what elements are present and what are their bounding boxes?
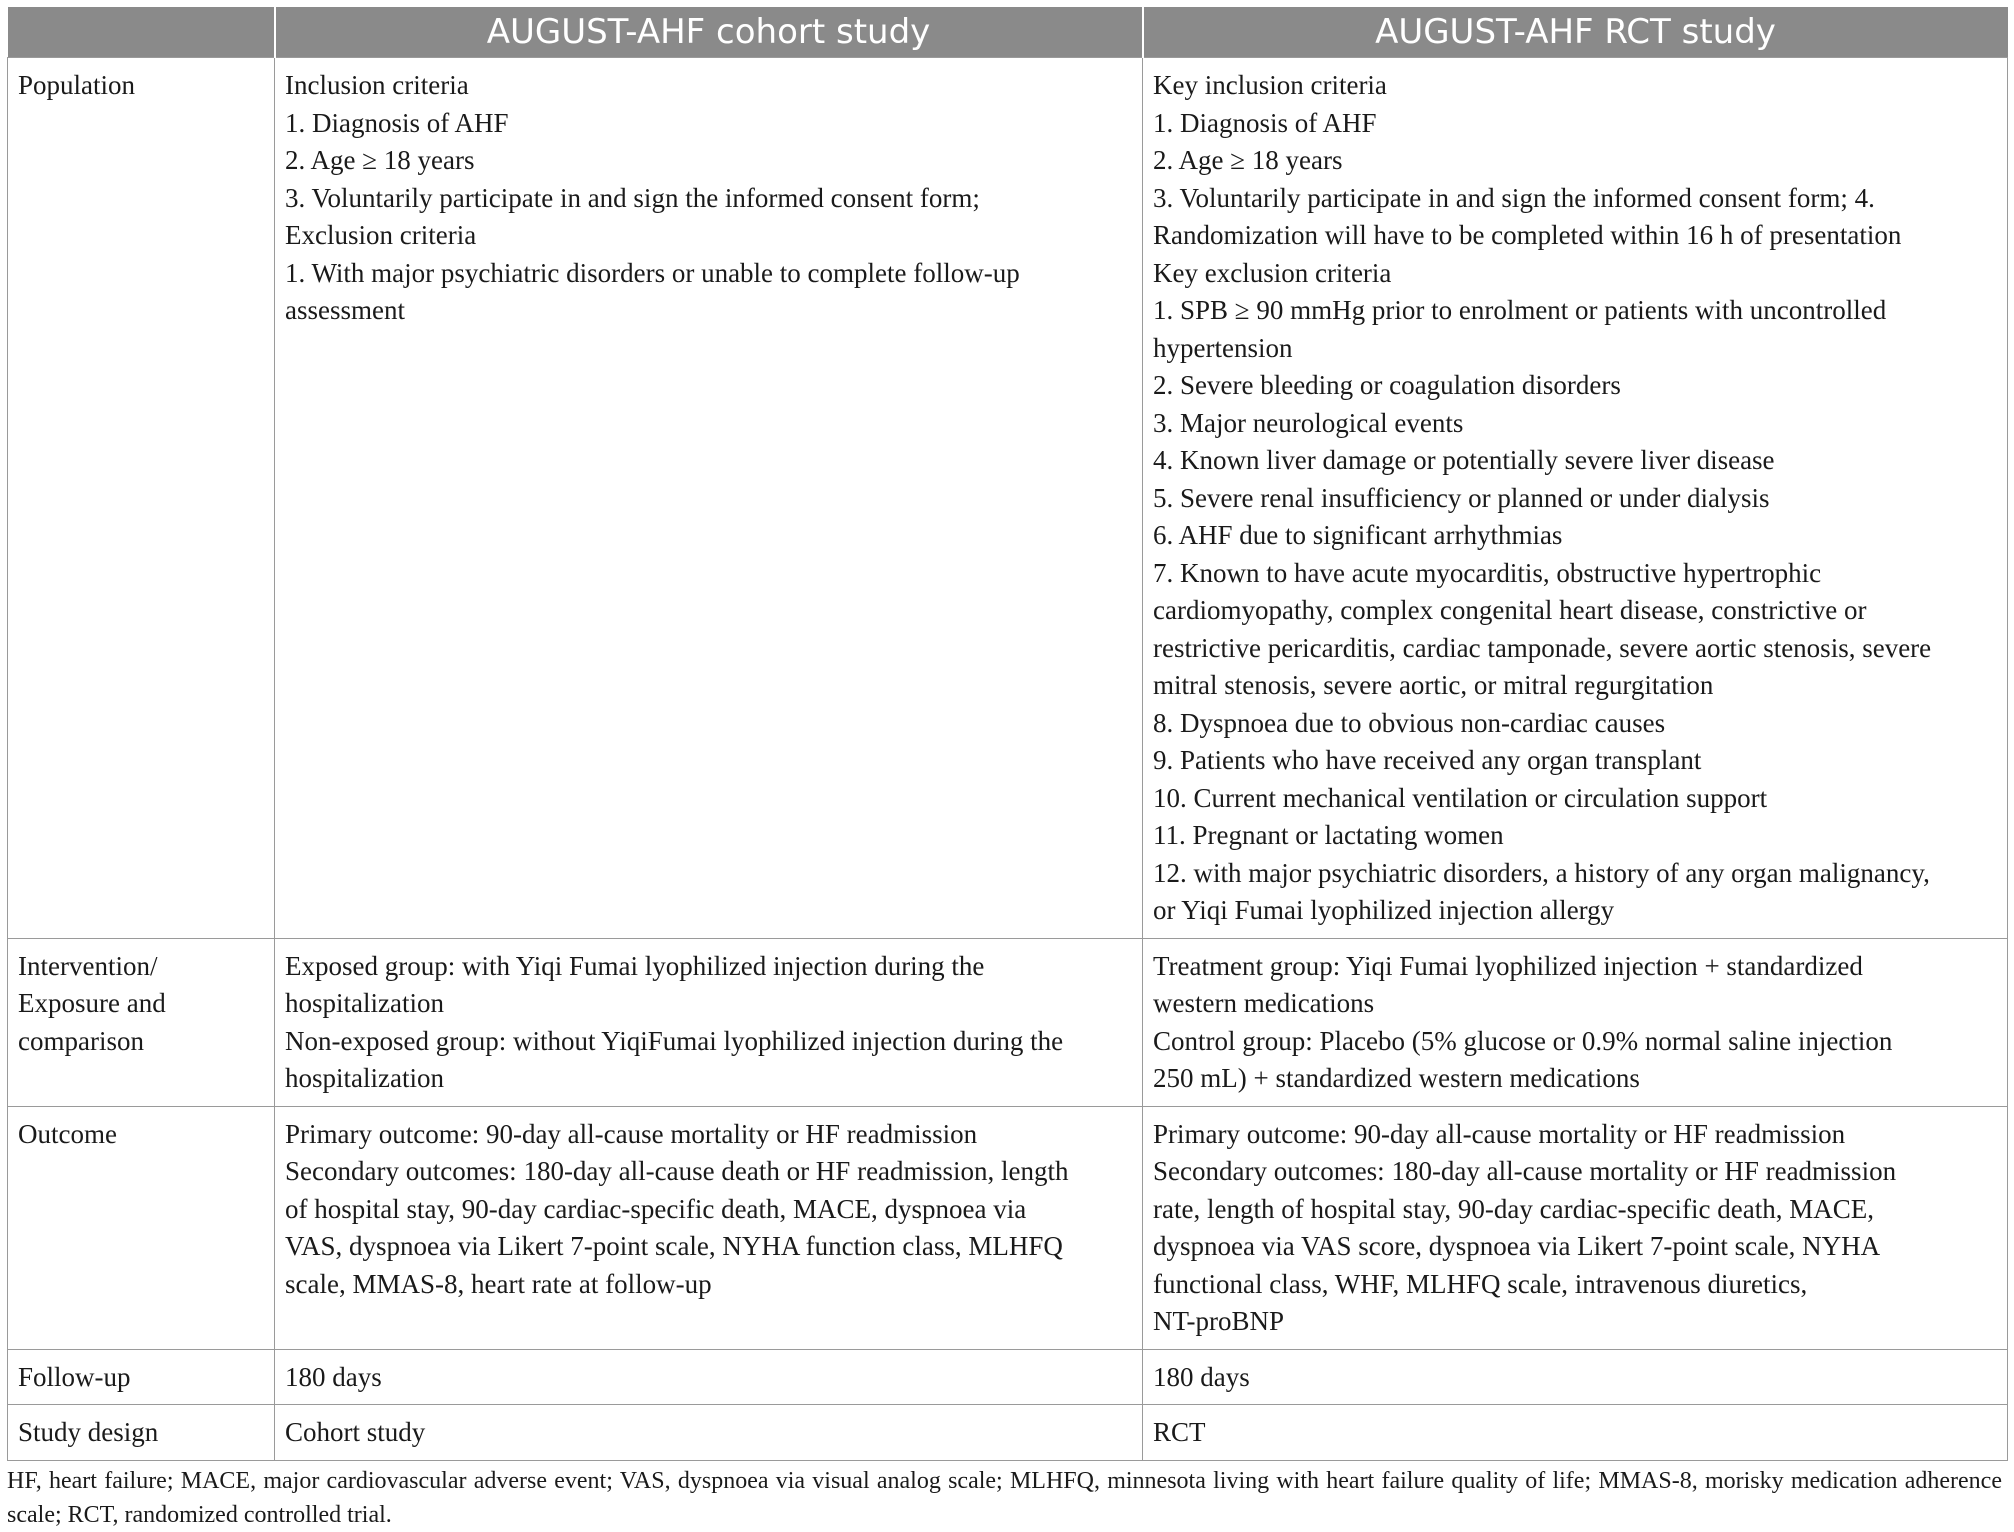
- rct-cell: [1143, 58, 2008, 939]
- cell-text-line: 10. Current mechanical ventilation or circulation support: [1153, 782, 1768, 813]
- cohort-cell: [275, 58, 1143, 939]
- cell-text-line: Primary outcome: 90-day all-cause mortality or HF readmission: [1153, 1118, 1846, 1149]
- cell-text-line: Follow-up: [18, 1361, 131, 1392]
- cell-text-line: 2. Age ≥ 18 years: [1153, 145, 1343, 175]
- cell-text-line: Exclusion criteria: [285, 220, 477, 250]
- row-label-cell: [8, 1106, 275, 1349]
- rct-cell: [1143, 1106, 2008, 1349]
- row-label-cell: [8, 1405, 275, 1461]
- cell-text-line: functional class, WHF, MLHFQ scale, intravenous diuretics,: [1153, 1268, 1808, 1299]
- cell-text-line: Non-exposed group: without YiqiFumai lyophilized injection during the: [285, 1025, 1064, 1056]
- table-row-population: [8, 58, 2008, 939]
- cell-text-line: cardiomyopathy, complex congenital heart disease, constrictive or: [1153, 595, 1867, 625]
- cell-text-line: 4. Known liver damage or potentially severe liver disease: [1153, 445, 1775, 475]
- header-label-column: [8, 7, 275, 58]
- cell-text-line: Intervention/: [18, 950, 158, 981]
- table-header-row: [8, 7, 2008, 58]
- cell-text-line: 1. Diagnosis of AHF: [285, 107, 509, 138]
- cell-text-line: 12. with major psychiatric disorders, a history of any organ malignancy,: [1153, 857, 1930, 888]
- cell-text-line: 7. Known to have acute myocarditis, obstructive hypertrophic: [1153, 557, 1822, 588]
- cell-text-line: rate, length of hospital stay, 90-day cardiac-specific death, MACE,: [1153, 1193, 1874, 1224]
- table-row-intervention: [8, 938, 2008, 1106]
- cell-text-line: or Yiqi Fumai lyophilized injection allergy: [1153, 895, 1615, 925]
- cell-text-line: Key inclusion criteria: [1153, 70, 1387, 100]
- cohort-cell: [275, 938, 1143, 1106]
- cell-text-line: scale, MMAS-8, heart rate at follow-up: [285, 1268, 712, 1299]
- cell-text-line: hospitalization: [285, 1063, 444, 1093]
- cell-text-line: 3. Voluntarily participate in and sign the informed consent form;: [285, 182, 980, 213]
- header-rct-study: AUGUST-AHF RCT study: [1143, 7, 2008, 58]
- row-label-cell: [8, 1349, 275, 1405]
- cell-text-line: 8. Dyspnoea due to obvious non-cardiac causes: [1153, 707, 1666, 738]
- cell-text-line: comparison: [18, 1025, 144, 1056]
- cell-text-line: 250 mL) + standardized western medications: [1153, 1063, 1640, 1093]
- cell-text-line: restrictive pericarditis, cardiac tamponade, severe aortic stenosis, severe: [1153, 632, 1932, 663]
- cell-text-line: mitral stenosis, severe aortic, or mitral regurgitation: [1153, 670, 1714, 700]
- cell-text-line: 1. SPB ≥ 90 mmHg prior to enrolment or patients with uncontrolled: [1153, 295, 1887, 325]
- cell-text-line: Control group: Placebo (5% glucose or 0.9% normal saline injection: [1153, 1025, 1893, 1056]
- cell-text-line: 9. Patients who have received any organ transplant: [1153, 745, 1702, 775]
- cell-text-line: western medications: [1153, 988, 1375, 1018]
- row-label-cell: [8, 938, 275, 1106]
- cell-text-line: Randomization will have to be completed within 16 h of presentation: [1153, 220, 1902, 250]
- cell-text-line: Treatment group: Yiqi Fumai lyophilized injection + standardized: [1153, 950, 1863, 981]
- table-footnote: HF, heart failure; MACE, major cardiovascular adverse event; VAS, dyspnoea via visual analog scale; MLHFQ, minnesota living with heart failure quality of life; MMAS-8, morisky medication adherence scale; RCT, randomized controlled trial.: [7, 1468, 2002, 1528]
- study-comparison-table: [7, 7, 2008, 1461]
- header-cohort-study: AUGUST-AHF cohort study: [275, 7, 1143, 58]
- rct-cell: [1143, 1349, 2008, 1405]
- cell-text-line: 1. With major psychiatric disorders or unable to complete follow-up: [285, 257, 1020, 288]
- cell-text-line: assessment: [285, 295, 405, 325]
- cell-text-line: 3. Major neurological events: [1153, 407, 1464, 438]
- cell-text-line: 180 days: [1153, 1361, 1250, 1392]
- rct-cell: [1143, 1405, 2008, 1461]
- cell-text-line: 3. Voluntarily participate in and sign the informed consent form; 4.: [1153, 182, 1875, 213]
- cell-text-line: Primary outcome: 90-day all-cause mortality or HF readmission: [285, 1118, 978, 1149]
- cell-text-line: 11. Pregnant or lactating women: [1153, 820, 1504, 850]
- cell-text-line: VAS, dyspnoea via Likert 7-point scale, NYHA function class, MLHFQ: [285, 1231, 1063, 1261]
- rct-cell: [1143, 938, 2008, 1106]
- cell-text-line: hypertension: [1153, 332, 1293, 363]
- cohort-cell: [275, 1349, 1143, 1405]
- table-row-study-design: [8, 1405, 2008, 1461]
- cohort-cell: [275, 1106, 1143, 1349]
- cell-text-line: Secondary outcomes: 180-day all-cause mortality or HF readmission: [1153, 1156, 1897, 1186]
- cell-text-line: RCT: [1153, 1417, 1206, 1447]
- cell-text-line: Exposed group: with Yiqi Fumai lyophilized injection during the: [285, 950, 985, 981]
- cell-text-line: Exposure and: [18, 988, 166, 1018]
- cell-text-line: Cohort study: [285, 1417, 426, 1447]
- cell-text-line: Secondary outcomes: 180-day all-cause death or HF readmission, length: [285, 1156, 1069, 1186]
- cell-text-line: NT-proBNP: [1153, 1306, 1285, 1336]
- cell-text-line: hospitalization: [285, 988, 444, 1018]
- cell-text-line: Outcome: [18, 1118, 117, 1149]
- table-row-outcome: [8, 1106, 2008, 1349]
- cell-text-line: Study design: [18, 1417, 159, 1447]
- table-row-follow-up: [8, 1349, 2008, 1405]
- cell-text-line: 1. Diagnosis of AHF: [1153, 107, 1377, 138]
- cohort-cell: [275, 1405, 1143, 1461]
- cell-text-line: Inclusion criteria: [285, 70, 469, 100]
- cell-text-line: 5. Severe renal insufficiency or planned or under dialysis: [1153, 482, 1770, 513]
- cell-text-line: Population: [18, 70, 136, 100]
- cell-text-line: 180 days: [285, 1361, 382, 1392]
- study-comparison-table-container: [7, 7, 2007, 1461]
- cell-text-line: 2. Age ≥ 18 years: [285, 145, 475, 175]
- cell-text-line: Key exclusion criteria: [1153, 257, 1392, 288]
- cell-text-line: 2. Severe bleeding or coagulation disorders: [1153, 370, 1621, 400]
- cell-text-line: of hospital stay, 90-day cardiac-specific death, MACE, dyspnoea via: [285, 1193, 1027, 1224]
- cell-text-line: 6. AHF due to significant arrhythmias: [1153, 520, 1563, 550]
- cell-text-line: dyspnoea via VAS score, dyspnoea via Likert 7-point scale, NYHA: [1153, 1231, 1881, 1261]
- row-label-cell: [8, 58, 275, 939]
